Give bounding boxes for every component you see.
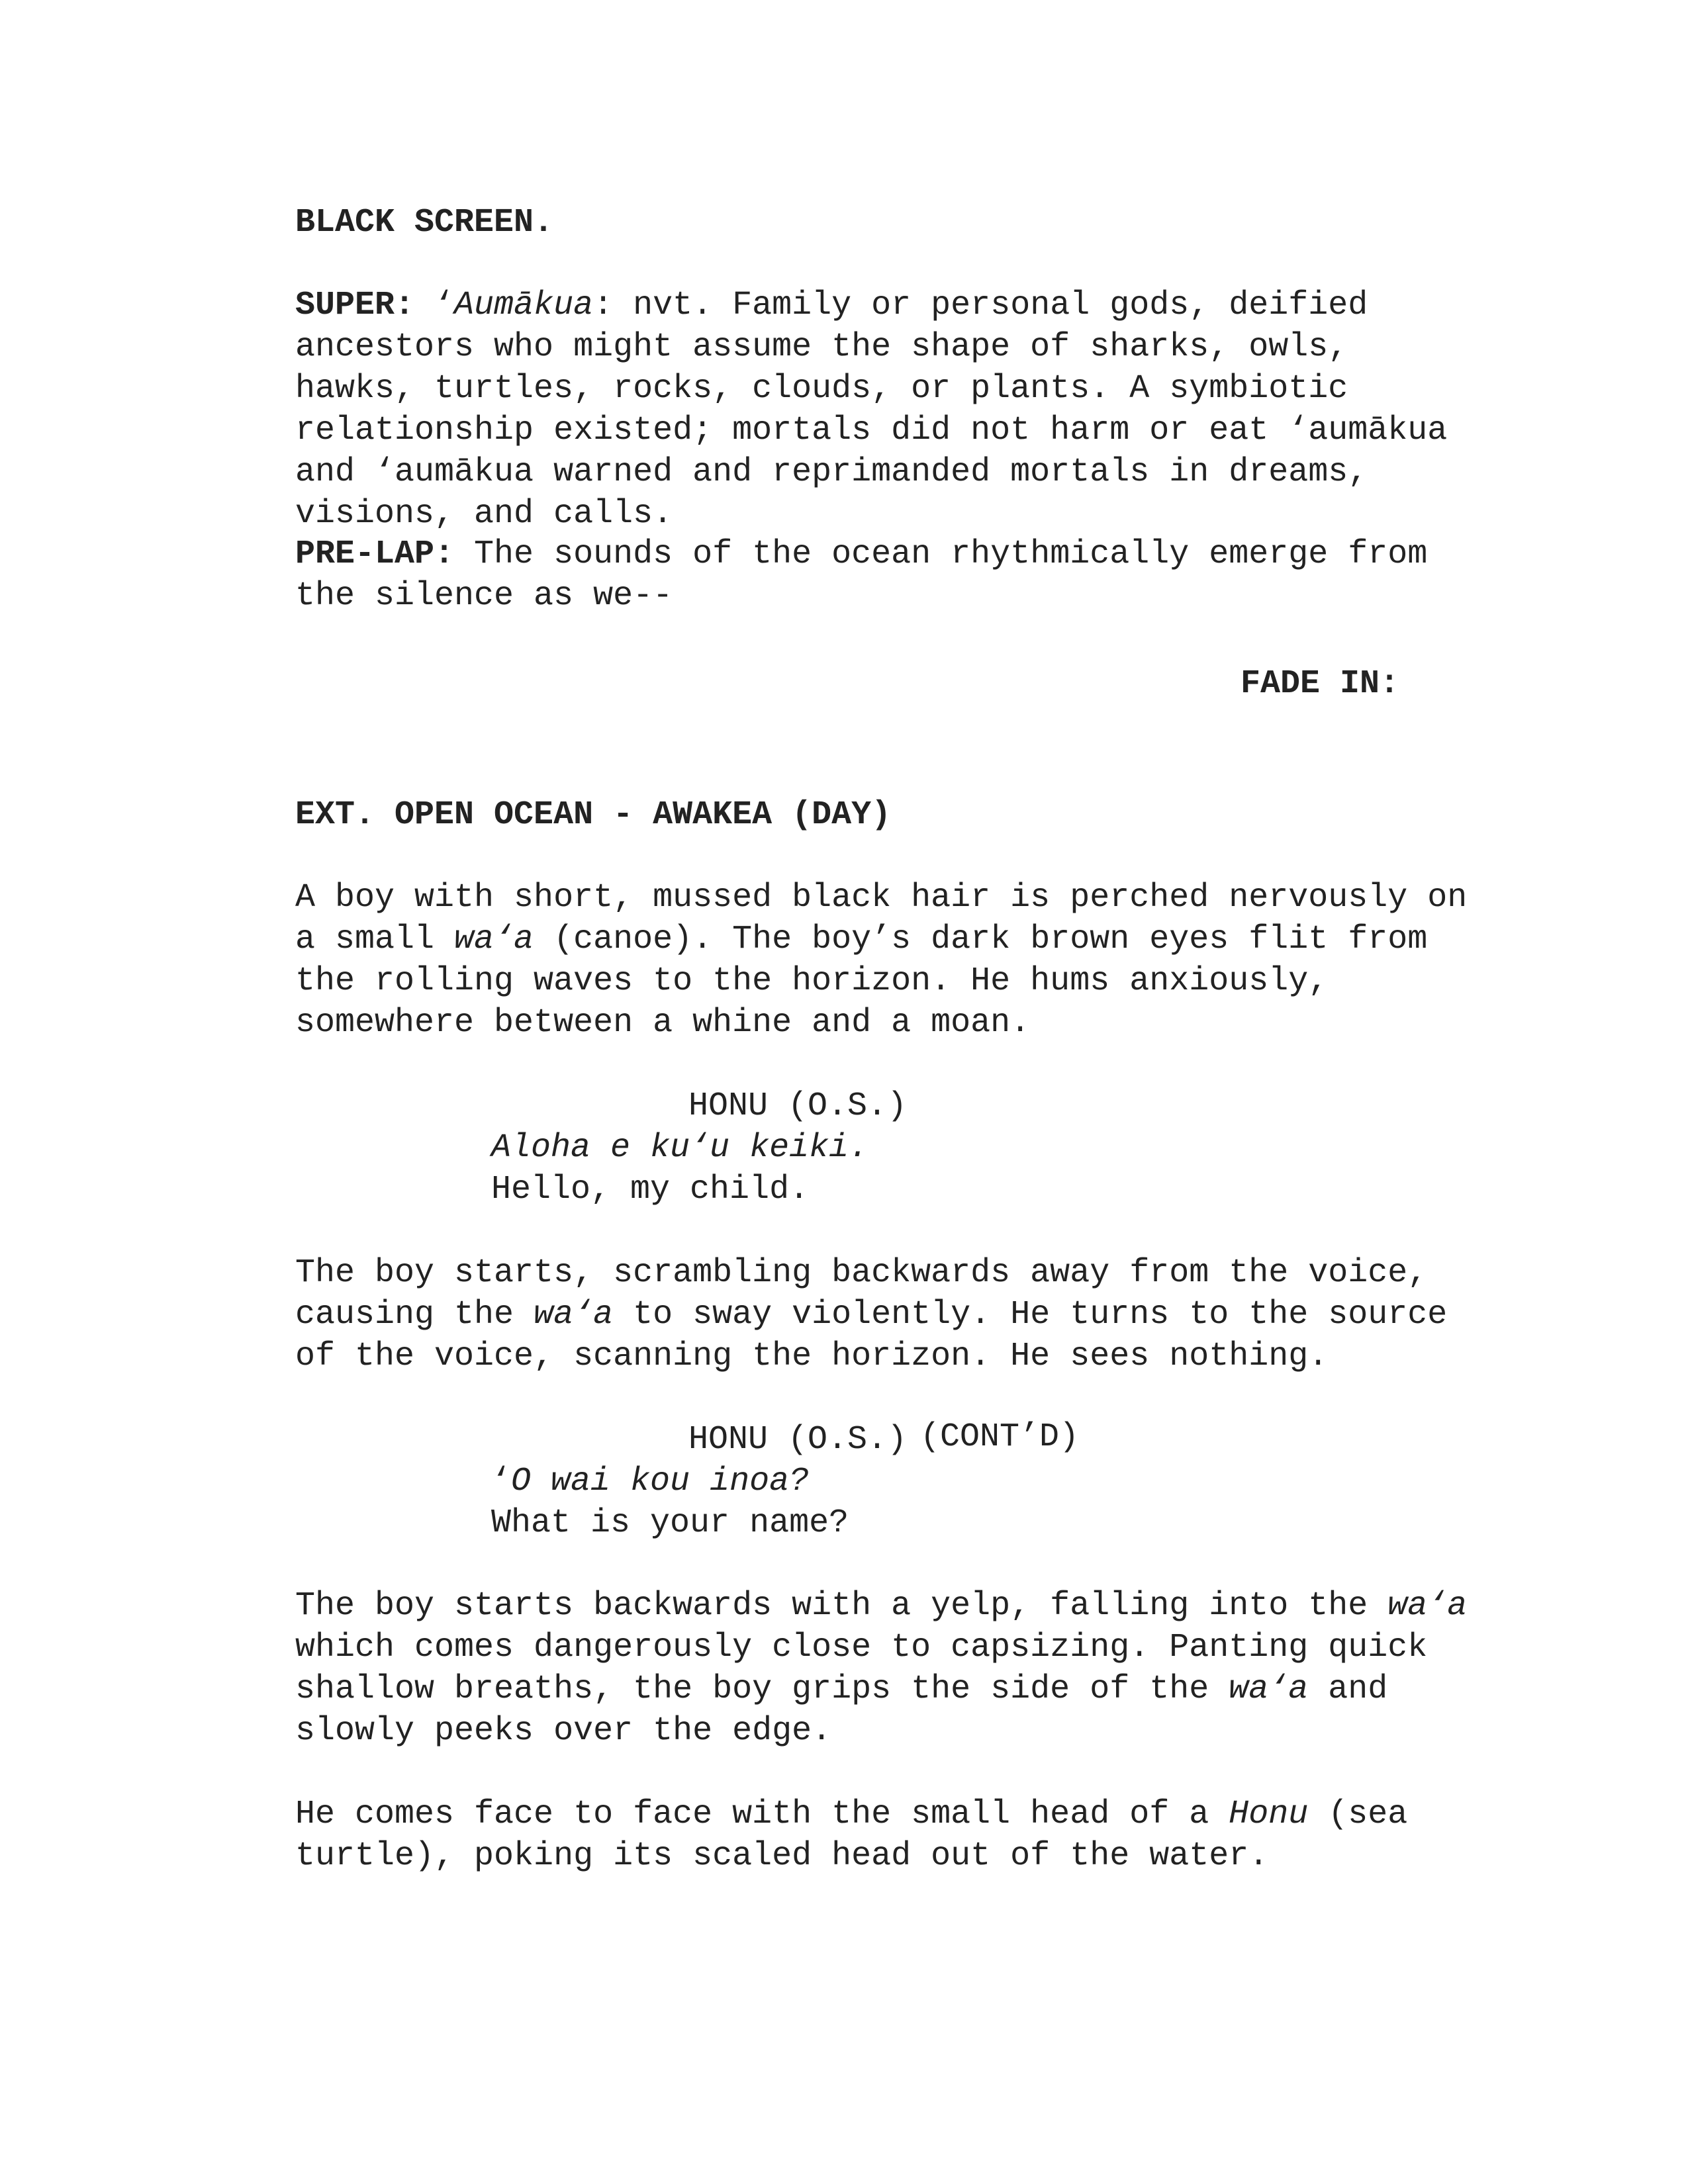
action1-text-b: (canoe). The boy’s dark brown eyes flit from the rolling waves to the horizon. He hums anxiously, somewhere between a whine and a moan. xyxy=(295,921,1448,1042)
prelap-text: The sounds of the ocean rhythmically emerge from the silence as we-- xyxy=(295,535,1448,615)
character-extension-contd: (CONT’D) xyxy=(920,1418,1080,1456)
action2-text-a: The boy starts, scrambling backwards away from the voice, causing the xyxy=(295,1254,1448,1334)
character-cue-1: HONU (O.S.) xyxy=(688,1087,908,1125)
super-open-quote: ‘ xyxy=(414,287,455,324)
dialogue-1-hawaiian: Aloha e ku‘u keiki. xyxy=(491,1129,869,1167)
prelap-label: PRE-LAP: xyxy=(295,535,455,573)
action1-waa: wa‘a xyxy=(454,921,534,958)
character-cue-2: HONU (O.S.) xyxy=(688,1421,908,1459)
action2-waa: wa‘a xyxy=(534,1296,614,1334)
action3-text-b: which comes dangerously close to capsizing. Panting quick shallow breaths, the boy grips the side of the xyxy=(295,1587,1487,1708)
action3-waa-1: wa‘a xyxy=(1387,1587,1468,1625)
action3-waa-2: wa‘a xyxy=(1229,1670,1309,1708)
dialogue-2-hawaiian-text: O wai kou inoa? xyxy=(511,1463,810,1500)
action-paragraph-2 xyxy=(295,1252,1487,1377)
super-definition: : nvt. Family or personal gods, deified ancestors who might assume the shape of sharks, owls, hawks, turtles, rocks, clouds, or plants. A symbiotic relationship existed; mortals did not harm or eat ‘aumākua and ‘aumākua warned and reprimanded mortals in dreams, visions, and calls. xyxy=(295,287,1468,533)
action4-honu: Honu xyxy=(1229,1796,1309,1833)
dialogue-2-hawaiian xyxy=(491,1461,809,1502)
super-paragraph xyxy=(295,285,1487,535)
dialogue-2-english: What is your name? xyxy=(491,1504,849,1542)
action-paragraph-3 xyxy=(295,1585,1487,1752)
action3-text-c: and slowly peeks over the edge. xyxy=(295,1670,1408,1750)
action4-text-a: He comes face to face with the small head of a xyxy=(295,1796,1229,1833)
action-paragraph-1 xyxy=(295,877,1487,1044)
prelap-paragraph xyxy=(295,533,1487,617)
super-term: Aumākua xyxy=(454,287,594,324)
super-label: SUPER: xyxy=(295,287,415,324)
action-paragraph-4 xyxy=(295,1794,1487,1877)
dialogue-1-english: Hello, my child. xyxy=(491,1171,810,1208)
scene-heading: EXT. OPEN OCEAN - AWAKEA (DAY) xyxy=(295,796,892,834)
action4-text-b: (sea turtle), poking its scaled head out of the water. xyxy=(295,1796,1428,1875)
action1-text-a: A boy with short, mussed black hair is perched nervously on a small xyxy=(295,879,1487,958)
black-screen-line: BLACK SCREEN. xyxy=(295,204,554,242)
dialogue-2-okina: ‘ xyxy=(491,1463,512,1500)
action3-text-a: The boy starts backwards with a yelp, falling into the xyxy=(295,1587,1388,1625)
action2-text-b: to sway violently. He turns to the source of the voice, scanning the horizon. He sees nothing. xyxy=(295,1296,1468,1375)
transition-fade-in: FADE IN: xyxy=(1241,665,1400,703)
